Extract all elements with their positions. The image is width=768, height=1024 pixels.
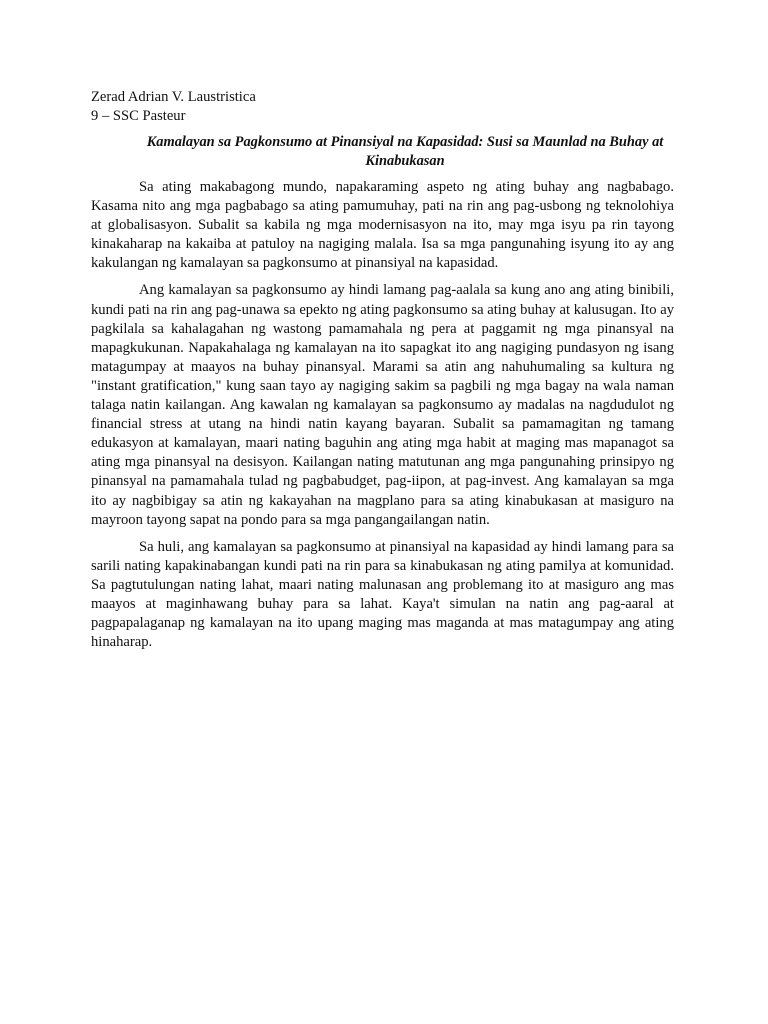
paragraph-3: Sa huli, ang kamalayan sa pagkonsumo at pinansiyal na kapasidad ay hindi lamang para sa sarili nating kapakinabangan kundi pati na rin para sa kinabukasan ng ating pamilya at komunidad. Sa pagtutulungan nating lahat, maari nating malunasan ang problemang ito at masiguro ang mas maayos at maginhawang buhay para sa lahat. Kaya't simulan na natin ang pag-aaral at pagpapalaganap ng kamalayan na ito upang maging mas maganda at mas matagumpay ang ating hinaharap. (91, 538, 674, 651)
paragraph-2: Ang kamalayan sa pagkonsumo ay hindi lamang pag-aalala sa kung ano ang ating binibili, kundi pati na rin ang pag-unawa sa epekto ng ating pagkonsumo sa ating buhay at kalusugan. Ito ay pagkilala sa kahalagahan ng wastong pamamahala ng pera at paggamit ng mga pinansyal na mapagkukunan. Napakahalaga ng kamalayan na ito sapagkat ito ang nagiging pundasyon ng isang matagumpay at maayos na buhay pinansyal. Marami sa atin ang nahuhumaling sa kultura ng "instant gratification," kung saan tayo ay nagiging sakim sa pagbili ng mga bagay na wala naman talaga natin kailangan. Ang kawalan ng kamalayan sa pagkonsumo ay madalas na nagdudulot ng financial stress at utang na hindi natin kayang bayaran. Subalit sa pamamagitan ng tamang edukasyon at kamalayan, maari nating baguhin ang ating mga habit at maging mas mapanagot sa ating mga pinansyal na desisyon. Kailangan nating matutunan ang mga pangunahing prinsipyo ng pinansyal na pamamahala tulad ng pagbabudget, pag-iipon, at pag-invest. Ang kamalayan sa mga ito ay nagbibigay sa atin ng kakayahan na magplano para sa ating kinabukasan at masiguro na mayroon tayong sapat na pondo para sa mga pangangailangan natin. (91, 282, 674, 528)
essay-body (91, 178, 674, 660)
essay-title: Kamalayan sa Pagkonsumo at Pinansiyal na Kapasidad: Susi sa Maunlad na Buhay at Kinabukasan (146, 134, 664, 169)
header-block (91, 88, 256, 126)
paragraph-1: Sa ating makabagong mundo, napakaraming aspeto ng ating buhay ang nagbabago. Kasama nito ang mga pagbabago sa ating pamumuhay, pati na rin ang pag-usbong ng teknolohiya at globalisasyon. Subalit sa kabila ng mga modernisasyon na ito, may mga isyu pa rin tayong kinakaharap na kakaiba at patuloy na nagiging malala. Isa sa mga pangunahing isyung ito ay ang kakulangan ng kamalayan sa pagkonsumo at pinansiyal na kapasidad. (91, 179, 674, 272)
author-name: Zerad Adrian V. Laustristica (91, 89, 256, 105)
grade-section: 9 – SSC Pasteur (91, 108, 186, 125)
